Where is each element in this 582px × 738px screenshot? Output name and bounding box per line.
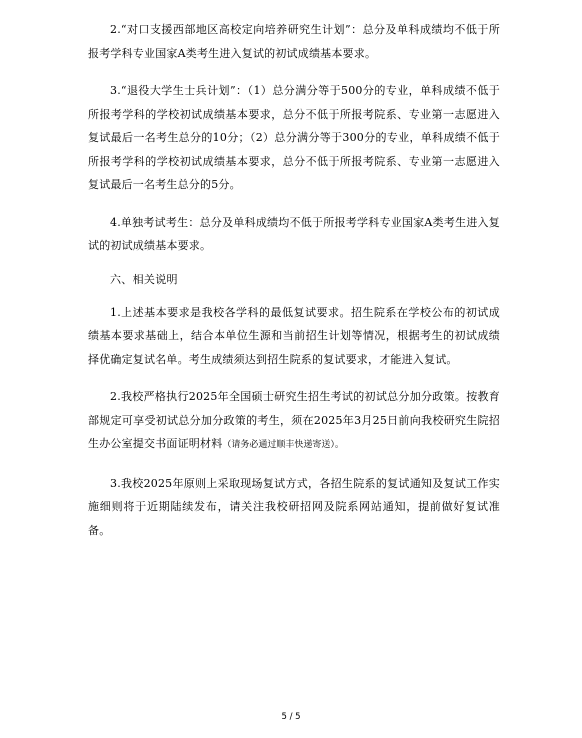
paragraph-independent-exam: 4.单独考试考生：总分及单科成绩均不低于所报考学科专业国家A类考生进入复试的初试成绩基本要求。: [88, 215, 500, 252]
notes-item-2-parenthetical: （请务必通过顺丰快递寄送）。: [222, 440, 344, 450]
notes-item-1: 1.上述基本要求是我校各学科的最低复试要求。招生院系在学校公布的初试成绩基本要求基础上，结合本单位生源和当前招生计划等情况，根据考生的初试成绩择优确定复试名单。考生成绩须达到招生院系的复试要求，才能进入复试。: [88, 305, 500, 366]
notes-item-2: [88, 385, 500, 458]
notes-item-3: 3.我校2025年原则上采取现场复试方式，各招生院系的复试通知及复试工作实施细则将于近期陆续发布，请关注我校研招网及院系网站通知，提前做好复试准备。: [88, 476, 500, 537]
page-number: 5 / 5: [281, 712, 301, 722]
section-heading-related-notes: 六、相关说明: [110, 272, 178, 286]
document-body: [88, 18, 500, 556]
notes-item-2-text: 2.我校严格执行2025年全国硕士研究生招生考试的初试总分加分政策。按教育部规定可享受初试总分加分政策的考生，须在2025年3月25日前向我校研究生院招生办公室提交书面证明材料: [88, 390, 500, 450]
paragraph-western-support-plan: 2.“对口支援西部地区高校定向培养研究生计划”：总分及单科成绩均不低于所报考学科专业国家A类考生进入复试的初试成绩基本要求。: [88, 23, 500, 60]
paragraph-veteran-plan: 3.“退役大学生士兵计划”：（1）总分满分等于500分的专业，单科成绩不低于所报考学科的学校初试成绩基本要求，总分不低于所报考院系、专业第一志愿进入复试最后一名考生总分的10分；（2）总分满分等于300分的专业，单科成绩不低于所报考学科的学校初试成绩基本要求，总分不低于所报考院系、专业第一志愿进入复试最后一名考生总分的5分。: [88, 84, 500, 191]
